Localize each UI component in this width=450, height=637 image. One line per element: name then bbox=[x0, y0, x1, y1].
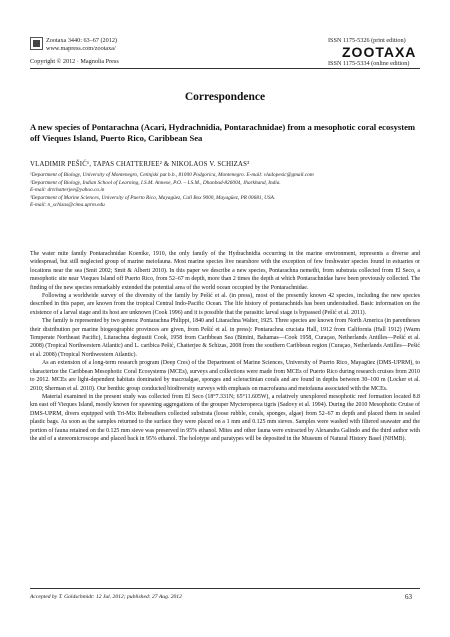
journal-url[interactable]: www.mapress.com/zootaxa/ bbox=[46, 45, 116, 52]
affiliation-1: ¹Department of Biology, University of Montenegro, Cetinjski put b.b., 81000 Podgorica, Montenegro. E-mail: vladopesic@gmail.com bbox=[30, 172, 314, 178]
affiliation-3-email[interactable]: E-mail: n_schizas@cima.uprm.edu bbox=[30, 202, 105, 209]
author-list: VLADIMIR PEŠIĆ¹, TAPAS CHATTERJEE² & NIKOLAOS V. SCHIZAS³ bbox=[30, 161, 250, 168]
page-number: 63 bbox=[405, 593, 412, 601]
magnolia-press-logo-icon bbox=[30, 37, 43, 50]
section-heading: Correspondence bbox=[184, 91, 266, 103]
paragraph-5: Material examined in the present study was collected from El Seco (18°7.331N; 65°11.605W), a relatively unexplored mesophotic reef formation located 8.8 km east off Vieques Island, mostly known for spawning aggregations of the grouper Mycteroperca tigris (Sadovy et al. 1994). During the 2010 Mesophotic Cruise of DMS-UPRM, divers equipped with Tri-Mix Rebreathers collected substrata (loose rubble, corals, sponges, algae) from 52–67 m depth and placed them in sealed plastic bags. As soon as the samples returned to the surface they were placed on a 1 mm and 0.125 mm sieves. Samples were washed with filtered seawater and the portion of fauna retained on the 0.125 mm sieve was preserved in 95% ethanol. Mites and other fauna were extracted by Alexandra Galindo and the third author with the aid of a stereomicroscope and placed back in 95% ethanol. The holotype and paratypes will be deposited in the Museum of Natural History Basel (NHMB). bbox=[30, 393, 420, 442]
paragraph-2: Following a worldwide survey of the diversity of the family by Pešić et al. (in press), most of the presently known 42 species, including the new species described in this paper, are known from the tropical Central Indo-Pacific Ocean. The life history of pontarachnids has been understudied. Basic information on the existence of a larval stage and its host are unknown (Cook 1996) and it is possible that the parasitic larval stage is bypassed (Pešić et al. 2011). bbox=[30, 293, 420, 316]
paragraph-1: The water mite family Pontarachnidae Koenike, 1910, the only family of the Hydrachnidia occurring in the marine environment, represents a diverse and widespread, but still neglected group of marine meiofauna. Most marine species live nearshore with the exception of few freshwater species found in estuaries or locations near the sea (Smit 2002; Smit & Alberti 2010). In this paper we describe a new species, Pontarachna nemethi, from substrata collected from El Seco, a mesophotic site near Vieques Island off Puerto Rico, from 52–67 m depth, more than 2 times the depth at which Pontarachnidae have been previously collected. The finding of the new species remarkably extended the potential area of the world ocean occupied by the Pontarachnidae. bbox=[30, 251, 420, 291]
article-title: A new species of Pontarachna (Acari, Hydrachnidia, Pontarachnidae) from a mesophotic coral ecosystem off Vieques Island, Puerto Rico, Caribbean Sea bbox=[30, 122, 416, 143]
affiliation-3: ³Department of Marine Sciences, University of Puerto Rico, Mayagüez, Call Box 9000, Mayagüez, PR 00681, USA. bbox=[30, 194, 276, 201]
header-divider bbox=[30, 68, 420, 69]
issn-print: ISSN 1175-5326 (print edition) bbox=[328, 37, 406, 44]
issn-online: ISSN 1175-5334 (online edition) bbox=[328, 60, 410, 67]
journal-citation: Zootaxa 3440: 63–67 (2012) bbox=[46, 37, 117, 44]
affiliation-2-email[interactable]: E-mail: drtchatterjee@yahoo.co.in bbox=[30, 187, 105, 194]
acceptance-note: Accepted by T. Goldschmidt: 12 Jul. 2012; published: 27 Aug. 2012 bbox=[30, 594, 182, 600]
paragraph-3: The family is represented by two genera: Pontarachna Philippi, 1840 and Litarachna Walter, 1925. Three species are known from North America (in parentheses their distribution per marine biogeographic provinces are given, from Pešić et al. in press): Pontarachna cruciata Hall, 1912 from California (Hall 1912) (Warm Temperate Northeast Pacific), Litarachna degiustii Cook, 1958 from Caribbean Sea (Bimini, Bahamas—Cook 1958, Curaçao, Netherlands Antilles—Pešić et al. 2008) (Tropical Northwestern Atlantic) and L. caribica Pešić, Chatterjee & Schizas, 2008 from the southern Caribbean region (Curaçao, Netherlands Antilles—Pešić et al. 2008) (Tropical Northwestern Atlantic). bbox=[30, 318, 420, 358]
affiliations bbox=[30, 172, 425, 210]
footer-divider bbox=[30, 588, 420, 589]
copyright-notice: Copyright © 2012 · Magnolia Press bbox=[30, 58, 119, 65]
zootaxa-logo: ZOOTAXA bbox=[342, 44, 417, 60]
article-body bbox=[30, 250, 420, 443]
paragraph-4: As an extension of a long-term research program (Deep Cres) of the Department of Marine Sciences, University of Puerto Rico, Mayagüez (DMS-UPRM), to characterize the Caribbean Mesophotic Coral Ecosystems (MCEs), surveys and collections were made from MCEs of Puerto Rico during research cruises from 2010 to 2012. MCEs are light-dependent habitats dominated by macroalgae, sponges and scleractinian corals and are found in depths between 30–100 m (Locker et al. 2010; Sherman et al. 2010). Our benthic group conducted biodiversity surveys with emphasis on macrofauna and meiofauna associated with the MCEs. bbox=[30, 360, 420, 392]
affiliation-2: ²Department of Biology, Indian School of Learning, I.S.M. Annexe, P.O. – I.S.M., Dhanbad-826004, Jharkhand, India. bbox=[30, 179, 281, 186]
